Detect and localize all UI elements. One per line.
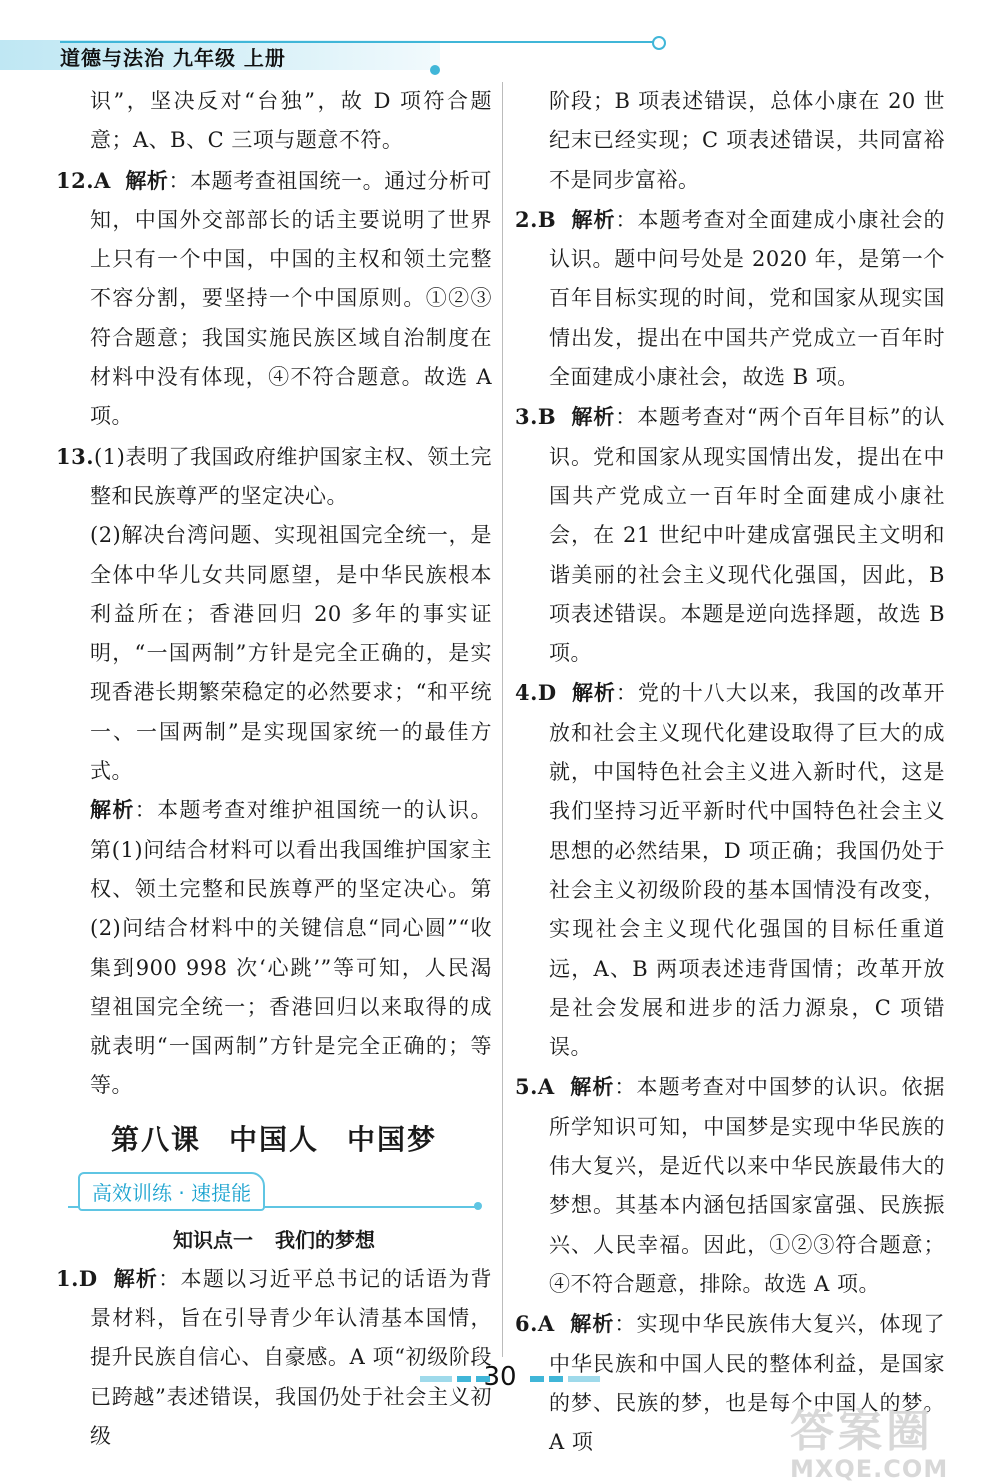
- left-column: [56, 82, 492, 1456]
- knowledge-point-number: 知识点一: [173, 1227, 253, 1252]
- section-badge: 高效训练 · 速提能: [78, 1172, 265, 1211]
- answer-13-part2: (2)解决台湾问题、实现祖国完全统一，是全体中华儿女共同愿望，是中华民族根本利益所在；香港回归 20 多年的事实证明，“一国两制”方针是完全正确的，是实现香港长期繁荣稳定的必然要求；“和平统一、一国两制”是实现国家统一的最佳方式。: [90, 523, 492, 784]
- lesson-title: [56, 1118, 492, 1158]
- answer-2: 2.B 解析：本题考查对全面建成小康社会的认识。题中问号处是 2020 年，是第一个百年目标实现的时间，党和国家从现实国情出发，提出在中国共产党成立一百年时全面建成小康社会，故选 B 项。: [515, 206, 946, 390]
- analysis-text: 党的十八大以来，我国的改革开放和社会主义现代化建设取得了巨大的成就，中国特色社会主义进入新时代，这是我们坚持习近平新时代中国特色社会主义思想的必然结果，D 项正确；我国仍处于社会主义初级阶段的基本国情没有改变，实现社会主义现代化强国的目标任重道远，A、B 两项表述违背国情；改革开放是社会发展和进步的活力源泉，C 项错误。: [549, 681, 946, 1060]
- analysis-text: 本题考查对全面建成小康社会的认识。题中问号处是 2020 年，是第一个百年目标实现的时间，党和国家从现实国情出发，提出在中国共产党成立一百年时全面建成小康社会，故选 B 项。: [549, 207, 946, 390]
- answer-6: 6.A 解析：实现中华民族伟大复兴，体现了中华民族和中国人民的整体利益，是国家的梦、民族的梦，也是每个中国人的梦。A 项: [515, 1311, 946, 1455]
- answer-number: 2.B: [515, 206, 557, 232]
- answer-13-analysis: 解析：本题考查对维护祖国统一的认识。第(1)问结合材料可以看出我国维护国家主权、领土完整和民族尊严的坚定决心。第(2)问结合材料中的关键信息“同心圆”“收集到900 998 次‘心跳’”等可知，人民渴望祖国完全统一；香港回归以来取得的成就表明“一国两制”方针是完全正确的；等等。: [90, 798, 493, 1098]
- analysis-text: 本题考查对“两个百年目标”的认识。党和国家从现实国情出发，提出在中国共产党成立一百年时全面建成小康社会，在 21 世纪中叶建成富强民主文明和谐美丽的社会主义现代化强国，因此，B 项表述错误。本题是逆向选择题，故选 B 项。: [549, 405, 945, 666]
- analysis-label: 解析: [570, 1312, 615, 1337]
- answer-number: 4.D: [515, 680, 557, 706]
- analysis-label: 解析: [571, 681, 616, 706]
- answer-number: 6.A: [515, 1311, 555, 1337]
- watermark: [790, 1395, 990, 1483]
- analysis-label: 解析: [90, 798, 135, 823]
- analysis-label: 解析: [113, 1266, 159, 1291]
- watermark-url: MXQE.COM: [790, 1455, 949, 1483]
- answer-3: 3.B 解析：本题考查对“两个百年目标”的认识。党和国家从现实国情出发，提出在中国共产党成立一百年时全面建成小康社会，在 21 世纪中叶建成富强民主文明和谐美丽的社会主义现代化强国，因此，B 项表述错误。本题是逆向选择题，故选 B 项。: [515, 404, 945, 666]
- continued-answer-1: 阶段；B 项表述错误，总体小康在 20 世纪末已经实现；C 项表述错误，共同富裕不是同步富裕。: [549, 89, 945, 192]
- answer-13-part1: [56, 437, 492, 517]
- analysis-label: 解析: [570, 1075, 615, 1100]
- lesson-title-part: 中国梦: [347, 1122, 438, 1156]
- answer-number: 12.A: [56, 167, 111, 193]
- answer-number: 13.: [56, 443, 95, 469]
- answer-number: 1.D: [56, 1265, 98, 1291]
- section-dot-ornament: [474, 1202, 482, 1210]
- continued-answer: 识”，坚决反对“台独”，故 D 项符合题意；A、B、C 三项与题意不符。: [90, 89, 492, 153]
- analysis-text: 本题考查对维护祖国统一的认识。第(1)问结合材料可以看出我国维护国家主权、领土完整和民族尊严的坚定决心。第(2)问结合材料中的关键信息“同心圆”“收集到900 998 次‘心跳’”等可知，人民渴望祖国完全统一；香港回归以来取得的成就表明“一国两制”方针是完全正确的；等等。: [90, 798, 493, 1098]
- right-column: [515, 82, 945, 1462]
- header-ring-ornament: [652, 36, 666, 50]
- page-number: 30: [483, 1362, 517, 1392]
- lesson-number: 第八课: [110, 1122, 201, 1156]
- footer-ornament-right: [530, 1376, 600, 1382]
- analysis-text: 实现中华民族伟大复兴，体现了中华民族和中国人民的整体利益，是国家的梦、民族的梦，也是每个中国人的梦。A 项: [549, 1312, 946, 1455]
- header-dot-ornament: [430, 65, 440, 75]
- answer-12: 12.A 解析：本题考查祖国统一。通过分析可知，中国外交部部长的话主要说明了世界上只有一个中国，中国的主权和领土完整不容分割，要坚持一个中国原则。①②③符合题意；我国实施民族区域自治制度在材料中没有体现，④不符合题意。故选 A 项。: [56, 167, 493, 429]
- knowledge-point-name: 我们的梦想: [275, 1227, 375, 1252]
- analysis-label: 解析: [571, 405, 616, 430]
- page-header: [0, 0, 1000, 80]
- answer-number: 5.A: [515, 1074, 555, 1100]
- knowledge-point-title: [56, 1224, 492, 1253]
- lesson-title-part: 中国人: [228, 1122, 319, 1156]
- analysis-label: 解析: [125, 168, 169, 193]
- answer-5: 5.A 解析：本题考查对中国梦的认识。依据所学知识可知，中国梦是实现中华民族的伟大复兴，是近代以来中华民族最伟大的梦想。其基本内涵包括国家富强、民族振兴、人民幸福。因此，①②③符合题意；④不符合题意，排除。故选 A 项。: [515, 1074, 946, 1296]
- analysis-label: 解析: [571, 207, 616, 232]
- analysis-text: 本题考查祖国统一。通过分析可知，中国外交部部长的话主要说明了世界上只有一个中国，中国的主权和领土完整不容分割，要坚持一个中国原则。①②③符合题意；我国实施民族区域自治制度在材料中没有体现，④不符合题意。故选 A 项。: [90, 168, 493, 429]
- answer-4: 4.D 解析：党的十八大以来，我国的改革开放和社会主义现代化建设取得了巨大的成就，中国特色社会主义进入新时代，这是我们坚持习近平新时代中国特色社会主义思想的必然结果，D 项正确；我国仍处于社会主义初级阶段的基本国情没有改变，实现社会主义现代化强国的目标任重道远，A、B 两项表述违背国情；改革开放是社会发展和进步的活力源泉，C 项错误。: [515, 680, 946, 1060]
- book-title: 道德与法治 九年级 上册: [60, 46, 286, 70]
- answer-text: (1)表明了我国政府维护国家主权、领土完整和民族尊严的坚定决心。: [90, 444, 492, 508]
- analysis-text: 本题以习近平总书记的话语为背景材料，旨在引导青少年认清基本国情，提升民族自信心、自豪感。A 项“初级阶段已跨越”表述错误，我国仍处于社会主义初级: [90, 1266, 493, 1448]
- section-header: [56, 1168, 492, 1216]
- answer-1: 1.D 解析：本题以习近平总书记的话语为背景材料，旨在引导青少年认清基本国情，提升民族自信心、自豪感。A 项“初级阶段已跨越”表述错误，我国仍处于社会主义初级: [56, 1265, 493, 1448]
- watermark-logo-text: 答案圈: [790, 1406, 934, 1457]
- page-footer: [0, 1360, 1000, 1400]
- analysis-text: 本题考查对中国梦的认识。依据所学知识可知，中国梦是实现中华民族的伟大复兴，是近代以来中华民族最伟大的梦想。其基本内涵包括国家富强、民族振兴、人民幸福。因此，①②③符合题意；④不符合题意，排除。故选 A 项。: [549, 1075, 946, 1296]
- answer-number: 3.B: [515, 404, 557, 430]
- column-divider: [502, 82, 503, 1357]
